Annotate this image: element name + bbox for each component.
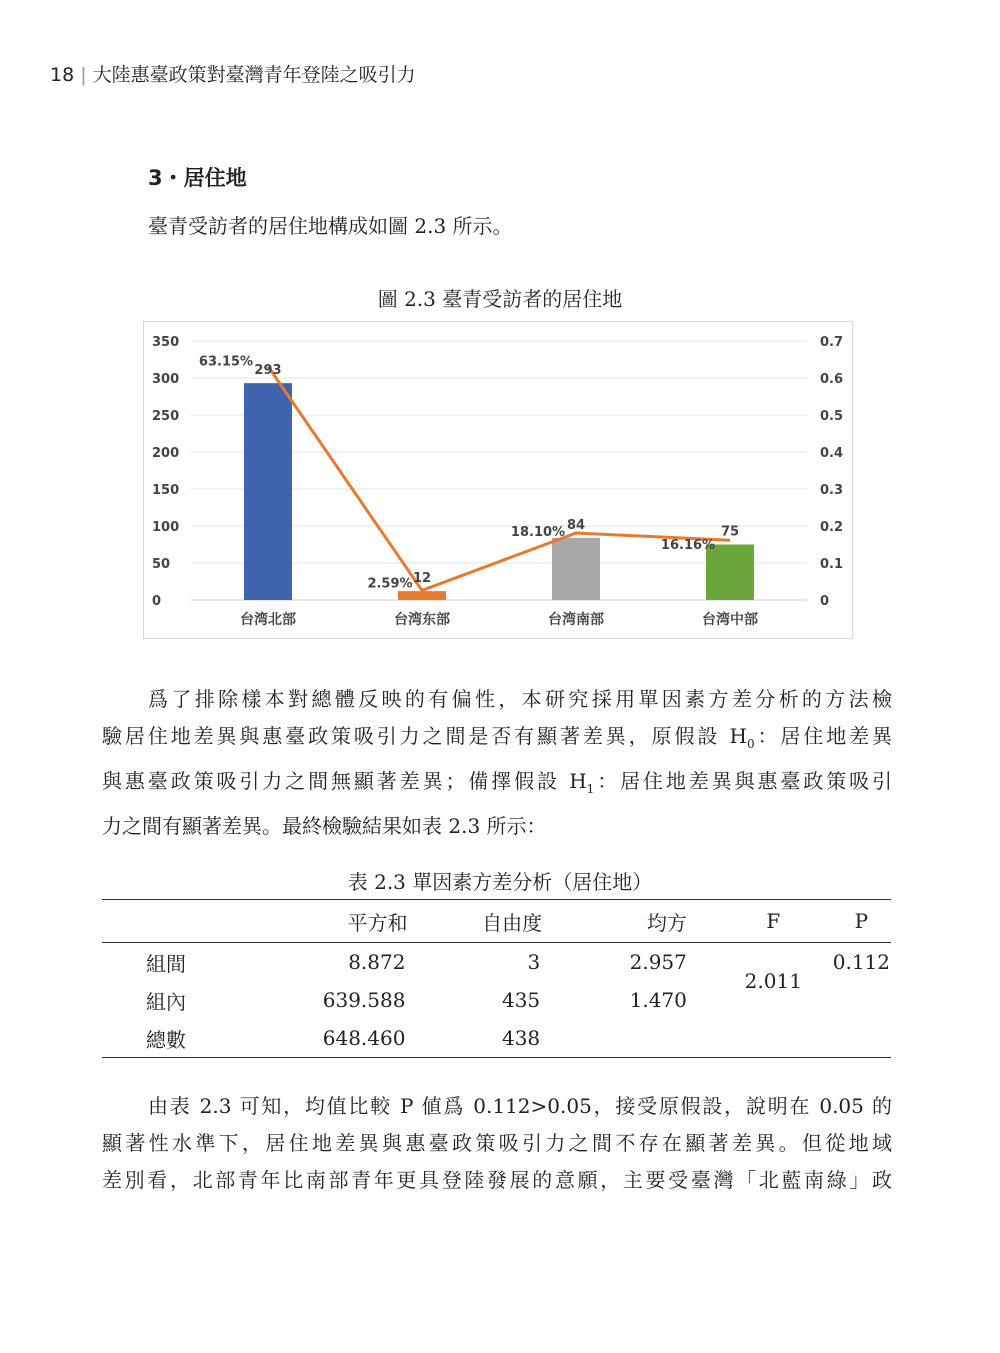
paragraph-conclusion (102, 1088, 892, 1199)
y-tick-label: 150 (152, 483, 180, 498)
x-tick-label: 台湾东部 (394, 612, 450, 628)
header-cell (102, 900, 277, 943)
running-header (50, 60, 416, 87)
percent-line (268, 366, 730, 590)
paragraph-line: 爲了排除樣本對總體反映的有偏性，本研究採用單因素方差分析的方法檢 (148, 687, 892, 711)
paragraph-line: 顯著性水準下，居住地差異與惠臺政策吸引力之間不存在顯著差異。但從地域 (102, 1131, 892, 1155)
subscript: 1 (586, 782, 595, 796)
bar-value-label: 293 (254, 363, 282, 379)
x-tick-label: 台湾中部 (702, 612, 758, 628)
y-tick-label: 200 (152, 446, 180, 461)
cell-empty (715, 1019, 832, 1058)
paragraph-line: 力之間有顯著差異。最終檢驗結果如表 2.3 所示： (102, 814, 547, 838)
percent-label: 16.16% (660, 538, 716, 554)
page-number: 18 (50, 64, 75, 86)
residence-chart (143, 321, 853, 639)
text-segment: 驗居住地差異與惠臺政策吸引力之間是否有顯著差異，原假設 H (102, 724, 747, 748)
y-tick-label: 50 (152, 557, 171, 572)
cell-p: 0.112 (832, 950, 890, 974)
header-cell: P (832, 900, 891, 943)
table-row (102, 943, 891, 982)
y2-tick-label: 0.1 (820, 557, 844, 572)
chart-svg (144, 322, 852, 638)
header-cell: 平方和 (277, 900, 412, 943)
header-cell: F (715, 900, 832, 943)
y2-tick-label: 0.7 (820, 335, 844, 350)
bar (552, 538, 600, 600)
intro-text: 臺青受訪者的居住地構成如圖 2.3 所示。 (148, 214, 513, 238)
paragraph-line: 差別看，北部青年比南部青年更具登陸發展的意願，主要受臺灣「北藍南綠」政 (102, 1168, 892, 1192)
paragraph-anova-intro (102, 681, 892, 845)
cell-df: 3 (527, 950, 541, 974)
cell-ss: 639.588 (322, 988, 406, 1012)
bar-value-label: 84 (566, 517, 586, 533)
cell-df: 435 (501, 988, 541, 1012)
paragraph-line (102, 718, 892, 763)
cell-empty (832, 1019, 891, 1058)
row-label: 組間 (146, 951, 186, 976)
percent-label: 63.15% (198, 354, 254, 370)
cell-ms: 2.957 (629, 950, 687, 974)
anova-table (102, 899, 891, 1058)
bar (398, 591, 446, 600)
book-title: 大陸惠臺政策對臺灣青年登陸之吸引力 (92, 64, 416, 86)
cell-ss: 8.872 (348, 950, 406, 974)
y2-tick-label: 0 (820, 594, 830, 609)
figure-title: 圖 2.3 臺青受訪者的居住地 (377, 287, 623, 311)
y-tick-label: 0 (152, 594, 162, 609)
header-cell: 均方 (546, 900, 715, 943)
x-tick-label: 台湾北部 (240, 612, 296, 628)
y-tick-label: 250 (152, 409, 180, 424)
bar-value-label: 75 (720, 524, 740, 540)
x-tick-label: 台湾南部 (548, 612, 604, 628)
table-row (102, 1019, 891, 1058)
cell-df: 438 (411, 1019, 546, 1058)
table-header-row (102, 900, 891, 943)
row-label: 組內 (146, 989, 186, 1014)
text-segment: ：居住地差異 (754, 724, 892, 748)
cell-ms (546, 1019, 715, 1058)
subscript: 0 (746, 737, 755, 751)
bar-value-label: 12 (412, 571, 432, 587)
y-tick-label: 300 (152, 372, 180, 387)
header-cell: 自由度 (411, 900, 546, 943)
y2-tick-label: 0.3 (820, 483, 844, 498)
paragraph-line (102, 763, 892, 808)
table-title: 表 2.3 單因素方差分析（居住地） (347, 870, 653, 894)
cell-ss: 648.460 (277, 1019, 412, 1058)
paragraph-line: 由表 2.3 可知，均值比較 P 値爲 0.112>0.05，接受原假設，說明在 0.05 的 (148, 1094, 892, 1118)
y2-tick-label: 0.5 (820, 409, 844, 424)
cell-empty (832, 981, 891, 1019)
y2-tick-label: 0.4 (820, 446, 844, 461)
percent-label: 18.10% (510, 525, 566, 541)
header-separator: | (80, 64, 87, 86)
text-segment: ：居住地差異與惠臺政策吸引 (594, 769, 892, 793)
percent-label: 2.59% (367, 576, 413, 592)
y2-tick-label: 0.6 (820, 372, 844, 387)
y-tick-label: 350 (152, 335, 180, 350)
text-segment: 與惠臺政策吸引力之間無顯著差異；備擇假設 H (102, 769, 587, 793)
cell-f: 2.011 (744, 969, 802, 993)
cell-ms: 1.470 (629, 988, 687, 1012)
bar (244, 383, 292, 600)
y-tick-label: 100 (152, 520, 180, 535)
row-label: 總數 (102, 1019, 277, 1058)
y2-tick-label: 0.2 (820, 520, 844, 535)
section-title: 3・居住地 (148, 166, 247, 190)
